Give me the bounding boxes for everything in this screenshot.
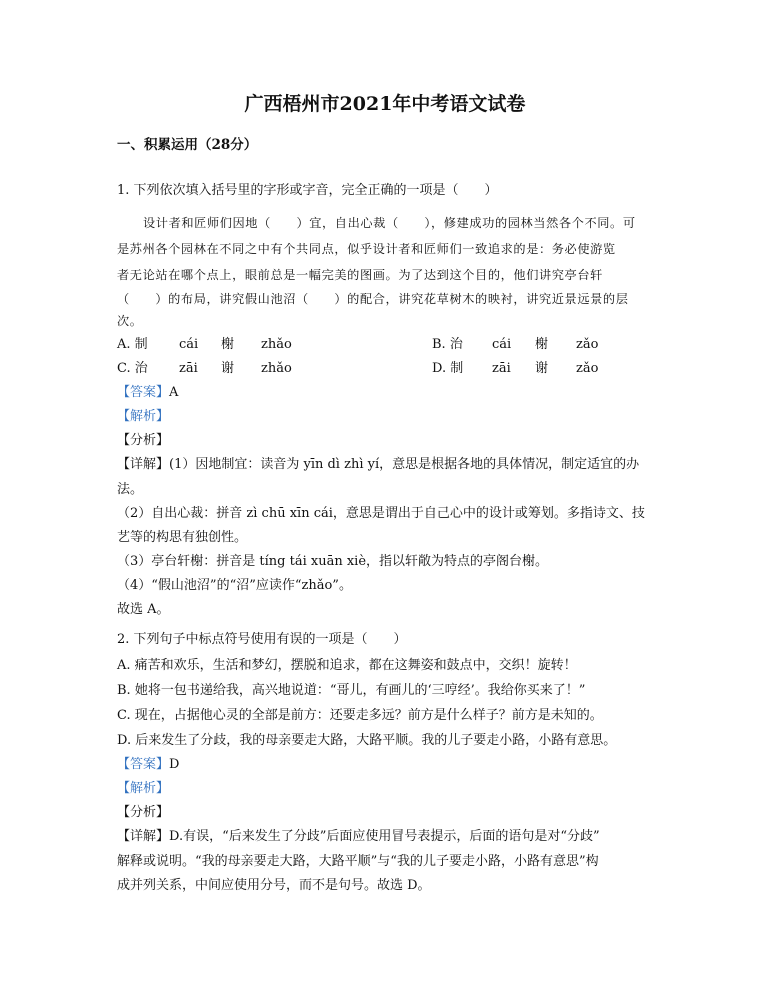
analysis-heading: 【分析】 [117,433,170,448]
option-d-label: D. 制 [432,361,464,376]
answer-line [117,756,657,774]
question-2-option: D. 后来发生了分歧，我的母亲要走大路，大路平顺。我的儿子要走小路，小路有意思。 [117,733,617,748]
answer-value: A [169,385,179,400]
answer-tag: 【答案】 [117,385,170,400]
answer-line [117,384,657,402]
option-c-pinyin: zāi [179,361,198,376]
question-1-passage-line: 是苏州各个园林在不同之中有个共同点，似乎设计者和匠师们一致追求的是：务必使游览 [117,242,616,256]
page-title: 广西梧州市2021年中考语文试卷 [244,93,526,115]
option-c-pinyin-2: zhǎo [261,361,292,376]
option-b-label: B. 治 [432,337,463,352]
analysis-heading: 【分析】 [117,805,170,820]
option-d-char: 谢 [535,361,549,376]
option-d-pinyin: zāi [492,361,511,376]
option-a-pinyin: cái [179,337,199,352]
question-2-option: B. 她将一包书递给我，高兴地说道：“哥儿，有画儿的‘三哼经’。我给你买来了！” [117,683,586,698]
question-2-option: A. 痛苦和欢乐，生活和梦幻，摆脱和追求，都在这舞姿和鼓点中，交织！旋转！ [117,658,577,673]
option-c-char: 谢 [221,361,235,376]
option-b-pinyin: cái [492,337,512,352]
detail-line: 故选 A。 [117,602,170,617]
detail-line: 【详解】D.有误，“后来发生了分歧”后面应使用冒号表提示，后面的语句是对“分歧” [117,829,600,844]
option-a-char: 榭 [221,337,235,352]
answer-value: D [169,757,180,772]
detail-line: 【详解】(1）因地制宜：读音为 yīn dì zhì yí，意思是根据各地的具体情况，制定适宜的办 [117,457,640,472]
question-1-stem: 1. 下列依次填入括号里的字形或字音，完全正确的一项是（ ） [117,183,498,198]
question-1-passage-line: 设计者和匠师们因地（ ）宜，自出心裁（ ），修建成功的园林当然各个不同。可 [143,216,636,230]
option-b-char: 榭 [535,337,549,352]
detail-line: （2）自出心裁：拼音 zì chū xīn cái，意思是谓出于自己心中的设计或筹划。多指诗文、技 [117,506,645,521]
option-b-pinyin-2: zǎo [576,337,599,352]
option-a-label: A. 制 [117,337,148,352]
question-1-passage-line: 次。 [117,314,143,328]
analysis-tag: 【解析】 [117,781,170,796]
detail-line: （4）“假山池沼”的“沼”应读作“zhǎo”。 [117,578,352,593]
detail-line: 法。 [117,482,144,497]
question-1-passage-line: （ ）的布局，讲究假山池沼（ ）的配合，讲究花草树木的映衬，讲究近景远景的层 [117,292,629,306]
detail-line: 艺等的构思有独创性。 [117,530,248,545]
answer-tag: 【答案】 [117,757,170,772]
question-1-passage-line: 者无论站在哪个点上，眼前总是一幅完美的图画。为了达到这个目的，他们讲究亭台轩 [117,268,603,282]
section-heading: 一、积累运用（28分） [117,137,258,153]
option-a-pinyin-2: zhǎo [261,337,292,352]
detail-line: 解释或说明。“我的母亲要走大路，大路平顺”与“我的儿子要走小路，小路有意思”构 [117,854,599,869]
option-c-label: C. 治 [117,361,148,376]
detail-line: （3）亭台轩榭：拼音是 tíng tái xuān xiè，指以轩敞为特点的亭阁台榭。 [117,554,549,569]
question-2-option: C. 现在，占据他心灵的全部是前方：还要走多远？前方是什么样子？前方是未知的。 [117,708,603,723]
option-d-pinyin-2: zǎo [576,361,599,376]
analysis-tag: 【解析】 [117,409,170,424]
question-2-stem: 2. 下列句子中标点符号使用有误的一项是（ ） [117,632,407,647]
detail-line: 成并列关系，中间应使用分号，而不是句号。故选 D。 [117,878,431,893]
